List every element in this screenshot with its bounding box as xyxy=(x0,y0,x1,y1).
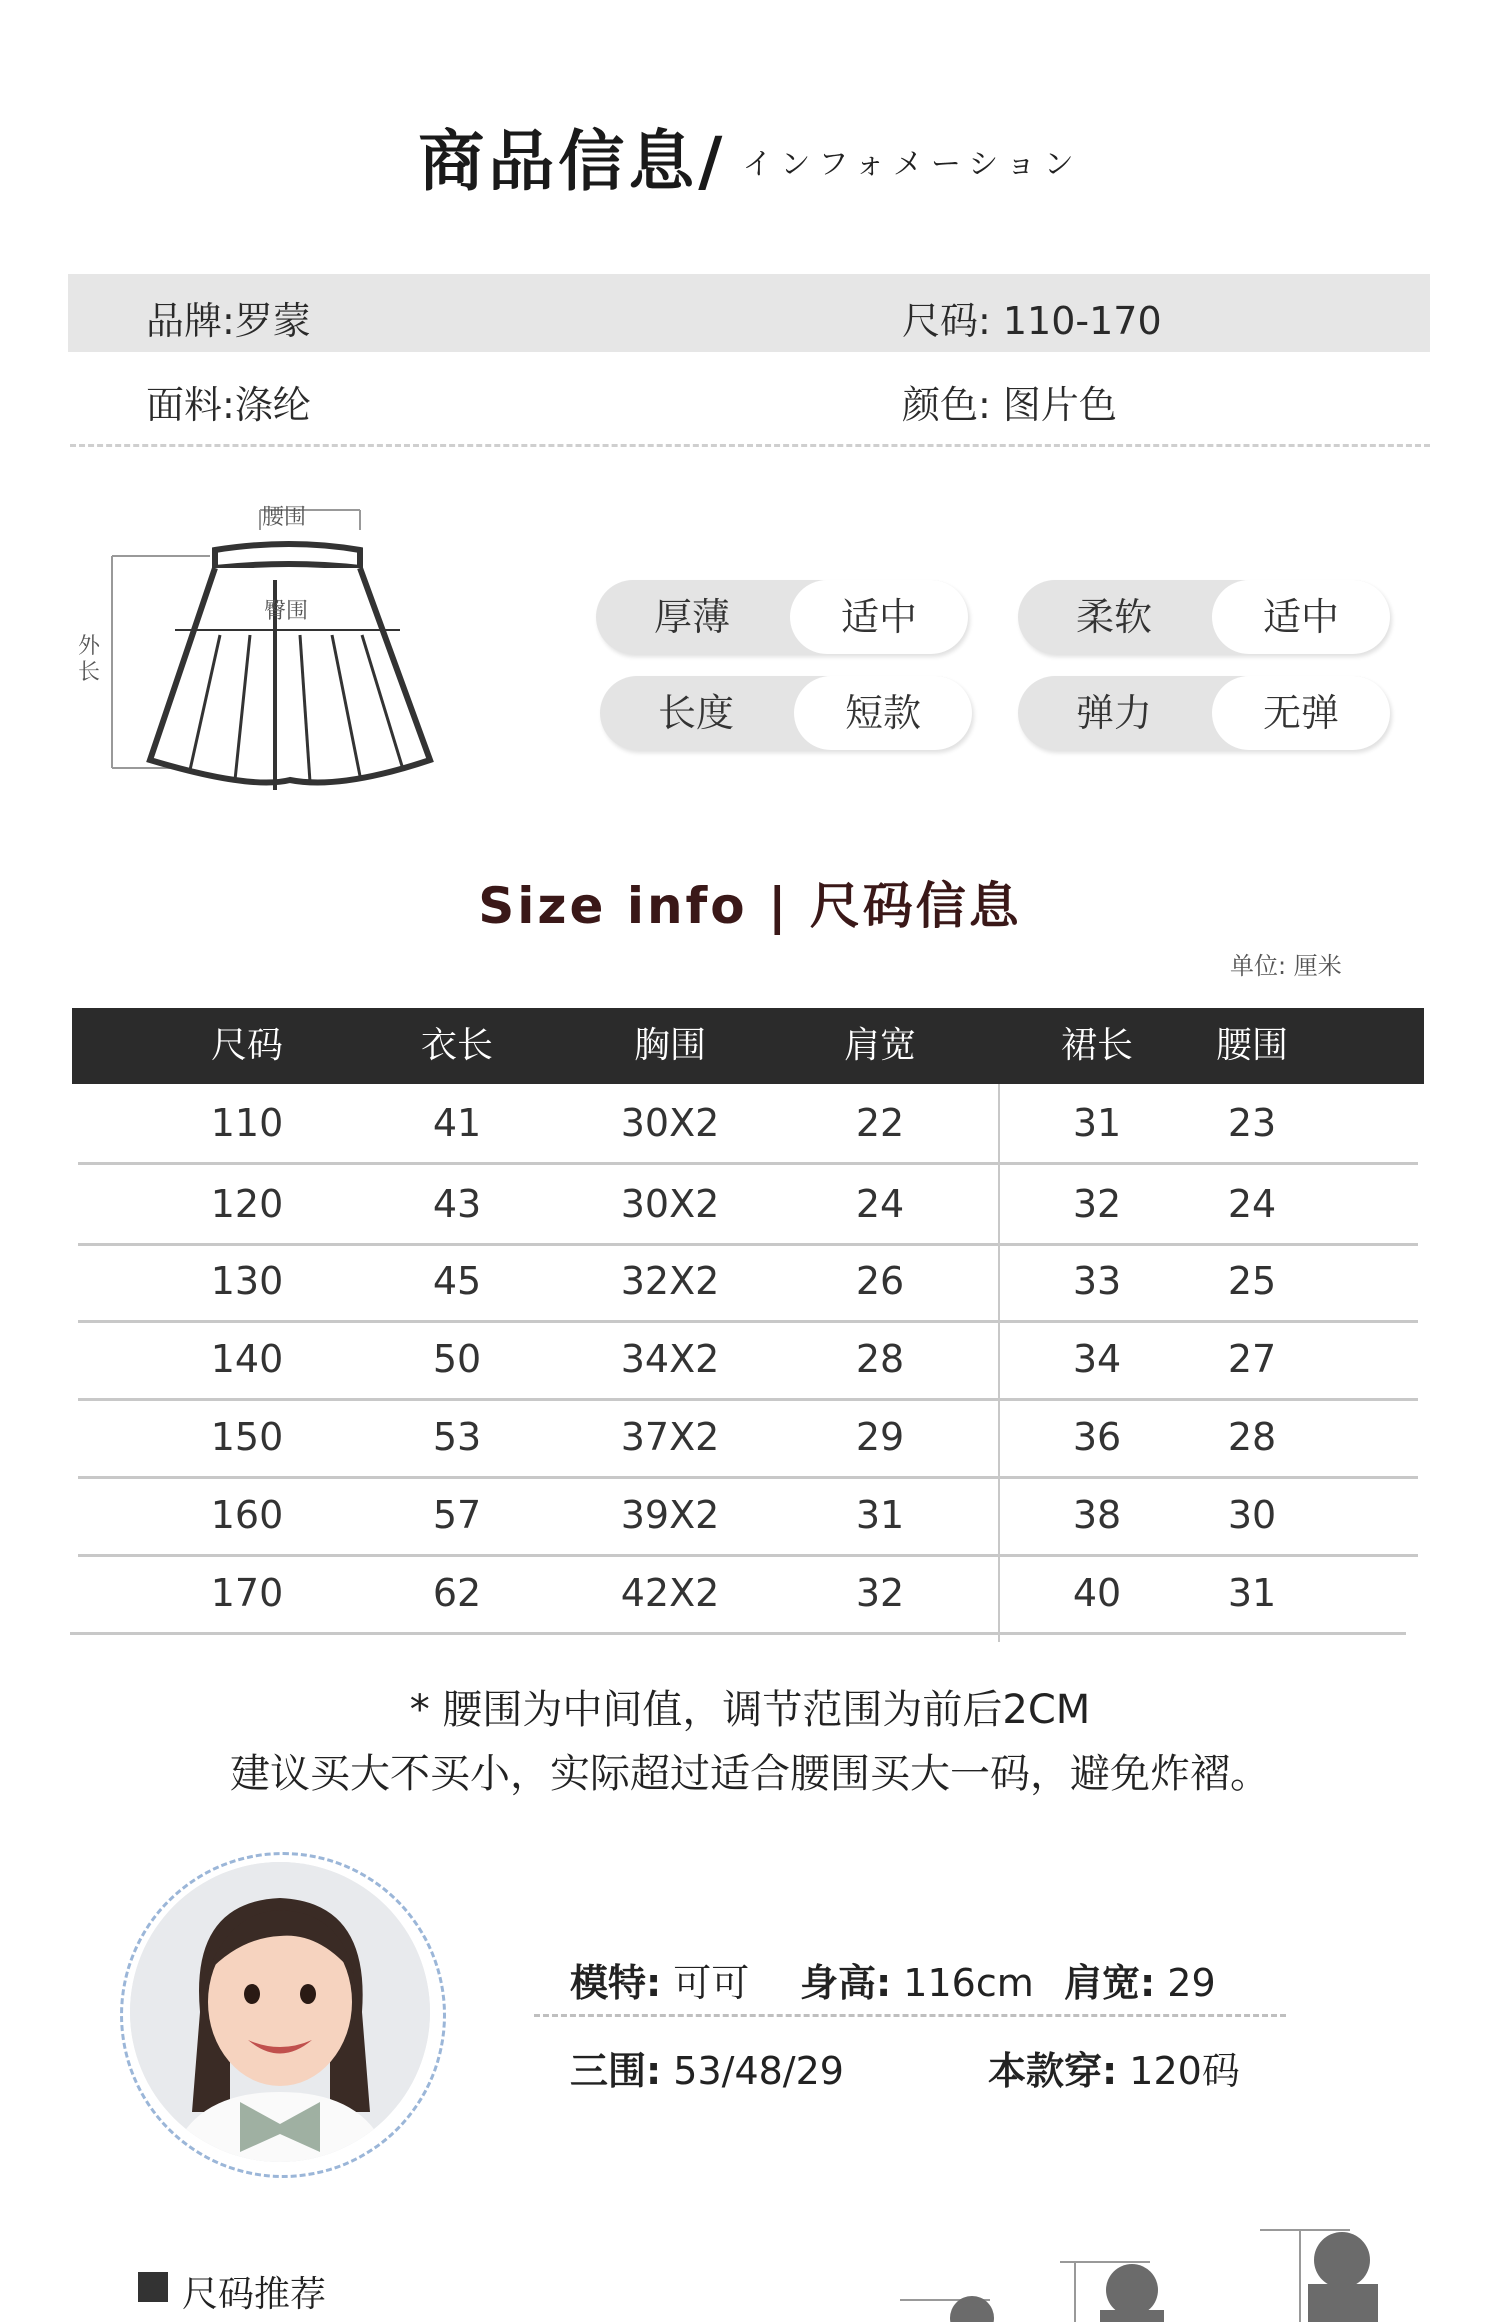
table-row xyxy=(70,1554,1406,1635)
model-height-value: 116cm xyxy=(903,1961,1034,2005)
cell-chest: 34X2 xyxy=(620,1337,720,1381)
model-photo-icon xyxy=(130,1862,430,2162)
model-shoulder-value: 29 xyxy=(1167,1961,1216,2005)
table-column-divider xyxy=(998,1084,1000,1642)
col-header-size: 尺码 xyxy=(210,1025,283,1066)
info-brand: 品牌:罗蒙 xyxy=(146,299,311,343)
diagram-hip-label: 臀围 xyxy=(264,599,309,624)
model-shoulder xyxy=(1064,1952,1216,2007)
model-height xyxy=(800,1952,1034,2007)
cell-skirt-length: 36 xyxy=(1072,1415,1122,1459)
cell-chest: 37X2 xyxy=(620,1415,720,1459)
table-row xyxy=(78,1398,1418,1479)
note-waist: * 腰围为中间值，调节范围为前后2CM xyxy=(409,1687,1091,1733)
diagram-length-label: 外长 xyxy=(78,634,101,685)
cell-shoulder: 22 xyxy=(855,1101,905,1145)
cell-skirt-length: 40 xyxy=(1072,1571,1122,1615)
attribute-pill xyxy=(1018,676,1390,750)
cell-chest: 30X2 xyxy=(620,1101,720,1145)
attribute-label: 厚薄 xyxy=(653,595,730,639)
cell-waist: 31 xyxy=(1227,1571,1277,1615)
cell-chest: 30X2 xyxy=(620,1182,720,1226)
cell-shoulder: 26 xyxy=(855,1259,905,1303)
cell-shoulder: 24 xyxy=(855,1182,905,1226)
cell-waist: 28 xyxy=(1227,1415,1277,1459)
cell-size: 110 xyxy=(210,1101,284,1145)
attribute-pill xyxy=(600,676,972,750)
model-shoulder-label: 肩宽: xyxy=(1064,1961,1156,2005)
cell-length: 41 xyxy=(432,1101,482,1145)
cell-length: 45 xyxy=(432,1259,482,1303)
attribute-label: 柔软 xyxy=(1075,595,1152,639)
square-bullet-icon xyxy=(138,2272,168,2302)
info-divider xyxy=(70,444,1430,447)
cell-length: 50 xyxy=(432,1337,482,1381)
cell-skirt-length: 33 xyxy=(1072,1259,1122,1303)
size-recommend-title: 尺码推荐 xyxy=(182,2274,327,2315)
cell-chest: 32X2 xyxy=(620,1259,720,1303)
model-height-label: 身高: xyxy=(800,1961,892,2005)
col-header-skirt-length: 裙长 xyxy=(1060,1025,1133,1066)
cell-size: 170 xyxy=(210,1571,284,1615)
cell-shoulder: 28 xyxy=(855,1337,905,1381)
cell-waist: 27 xyxy=(1227,1337,1277,1381)
cell-waist: 25 xyxy=(1227,1259,1277,1303)
model-name: 可可 xyxy=(673,1961,750,2005)
attribute-value: 无弹 xyxy=(1212,676,1390,750)
model-wear xyxy=(988,2040,1240,2095)
size-info-title: Size info | 尺码信息 xyxy=(478,877,1022,935)
info-fabric: 面料:涤纶 xyxy=(146,383,311,427)
attribute-label: 长度 xyxy=(657,691,734,735)
title-subtitle: インフォメーション xyxy=(742,147,1082,182)
attribute-value: 适中 xyxy=(790,580,968,654)
cell-size: 160 xyxy=(210,1493,284,1537)
model-info-line1 xyxy=(570,1952,749,2007)
model-wear-value: 120码 xyxy=(1129,2049,1240,2093)
table-row xyxy=(78,1165,1418,1246)
model-measure xyxy=(570,2040,844,2095)
cell-skirt-length: 34 xyxy=(1072,1337,1122,1381)
cell-size: 130 xyxy=(210,1259,284,1303)
cell-waist: 30 xyxy=(1227,1493,1277,1537)
model-measure-value: 53/48/29 xyxy=(673,2049,844,2093)
col-header-shoulder: 肩宽 xyxy=(843,1025,916,1066)
cell-waist: 23 xyxy=(1227,1101,1277,1145)
attribute-value: 短款 xyxy=(794,676,972,750)
cell-skirt-length: 32 xyxy=(1072,1182,1122,1226)
page-title xyxy=(0,108,1500,203)
model-measure-label: 三围: xyxy=(570,2049,662,2093)
col-header-length: 衣长 xyxy=(420,1025,493,1066)
cell-shoulder: 29 xyxy=(855,1415,905,1459)
attribute-label: 弹力 xyxy=(1075,691,1152,735)
cell-length: 57 xyxy=(432,1493,482,1537)
table-row xyxy=(78,1476,1418,1557)
cell-waist: 24 xyxy=(1227,1182,1277,1226)
height-silhouettes-icon xyxy=(900,2220,1420,2322)
unit-label: 单位: 厘米 xyxy=(1230,952,1342,980)
diagram-waist-label: 腰围 xyxy=(262,505,307,530)
attribute-value: 适中 xyxy=(1212,580,1390,654)
cell-length: 43 xyxy=(432,1182,482,1226)
cell-chest: 39X2 xyxy=(620,1493,720,1537)
info-size: 尺码: 110-170 xyxy=(902,299,1162,343)
info-color: 颜色: 图片色 xyxy=(902,383,1117,427)
table-row xyxy=(78,1084,1418,1165)
table-row xyxy=(78,1320,1418,1401)
cell-shoulder: 32 xyxy=(855,1571,905,1615)
table-row xyxy=(78,1242,1418,1323)
cell-length: 53 xyxy=(432,1415,482,1459)
cell-skirt-length: 38 xyxy=(1072,1493,1122,1537)
avatar xyxy=(130,1862,430,2162)
cell-chest: 42X2 xyxy=(620,1571,720,1615)
cell-size: 150 xyxy=(210,1415,284,1459)
cell-length: 62 xyxy=(432,1571,482,1615)
cell-skirt-length: 31 xyxy=(1072,1101,1122,1145)
cell-size: 140 xyxy=(210,1337,284,1381)
size-table-header xyxy=(72,1008,1424,1084)
col-header-chest: 胸围 xyxy=(633,1025,706,1066)
col-header-waist: 腰围 xyxy=(1215,1025,1288,1066)
attribute-pill xyxy=(1018,580,1390,654)
title-main: 商品信息/ xyxy=(418,123,727,200)
cell-size: 120 xyxy=(210,1182,284,1226)
skirt-diagram-icon xyxy=(70,490,450,810)
attribute-pill xyxy=(596,580,968,654)
note-advice: 建议买大不买小，实际超过适合腰围买大一码，避免炸褶。 xyxy=(230,1751,1270,1797)
model-divider xyxy=(534,2014,1286,2017)
model-wear-label: 本款穿: xyxy=(988,2049,1118,2093)
model-name-label: 模特: xyxy=(570,1961,662,2005)
cell-shoulder: 31 xyxy=(855,1493,905,1537)
